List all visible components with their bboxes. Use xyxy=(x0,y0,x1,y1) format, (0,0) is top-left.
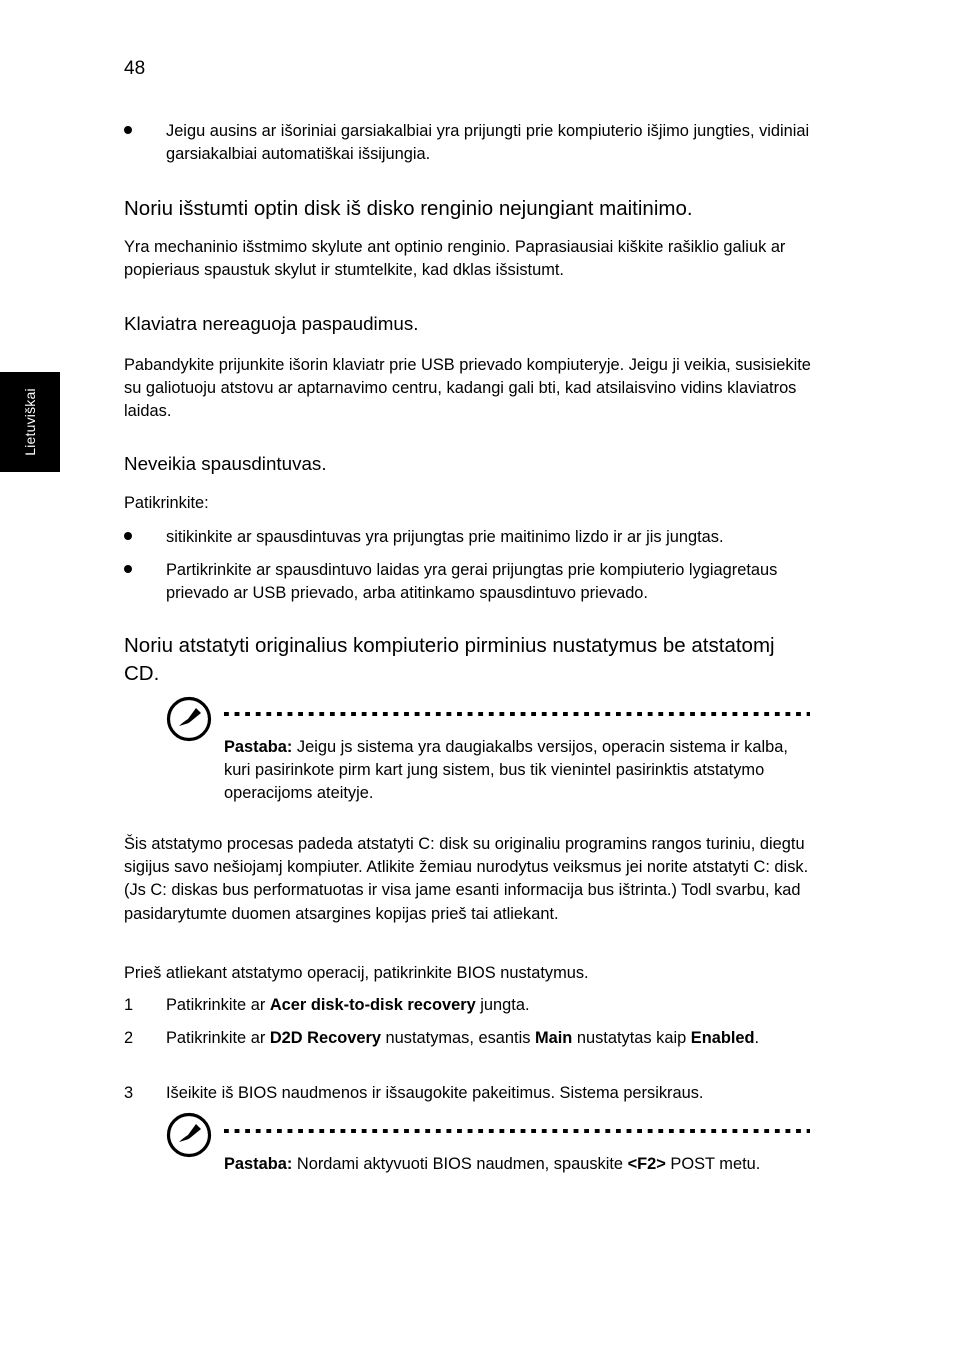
note-label: Pastaba: xyxy=(224,738,293,756)
note-body: Jeigu js sistema yra daugiakalbs versijos, operacin sistema ir kalba, kuri pasirinkote pirm kart jung sistem, bus tik vienintel pasirinktis atstatymo operacijoms ateityje. xyxy=(224,738,788,803)
note-pen-icon xyxy=(166,1112,212,1158)
language-side-tab xyxy=(0,372,60,472)
paragraph-eject-disc: Yra mechaninio išstmimo skylute ant optinio renginio. Paprasiausiai kiškite rašiklio galiuk ar popieriaus spaustuk skylut ir stumtelkite, kad dklas išsistumt. xyxy=(124,238,786,280)
printer-bullet-1: sitikinkite ar spausdintuvas yra prijungtas prie maitinimo lizdo ir ar jis jungtas. xyxy=(166,528,724,546)
paragraph-bios-check: Prieš atliekant atstatymo operacij, patikrinkite BIOS nustatymus. xyxy=(124,964,589,982)
bullet-icon xyxy=(124,532,132,540)
step-3-text: Išeikite iš BIOS naudmenos ir išsaugokite pakeitimus. Sistema persikraus. xyxy=(166,1084,704,1102)
note-text-multilingual xyxy=(224,736,799,806)
heading-eject-disc: Noriu išstumti optin disk iš disko renginio nejungiant maitinimo. xyxy=(124,197,693,220)
step-number: 3 xyxy=(124,1084,134,1102)
printer-check-intro: Patikrinkite: xyxy=(124,494,209,512)
note-divider xyxy=(224,1129,810,1133)
paragraph-restore-process: Šis atstatymo procesas padeda atstatyti C: disk su originaliu programins rangos turiniu, diegtu sigijus savo nešiojamj kompiuter. Atlikite žemiau nurodytus veiksmus jei norite atstatyti C: disk. (Js C: diskas bus performatuotas ir visa jame esanti informacija bus ištrinta.) Todl svarbu, kad pasidarytumte duomen atsargines kopijas prieš tai atliekant. xyxy=(124,835,809,923)
heading-restore-defaults: Noriu atstatyti originalius kompiuterio pirminius nustatymus be atstatomj CD. xyxy=(124,634,775,685)
step-1-text: Patikrinkite ar Acer disk-to-disk recovery jungta. xyxy=(166,996,530,1014)
language-side-tab-label: Lietuviškai xyxy=(22,388,38,456)
heading-keyboard: Klaviatra nereaguoja paspaudimus. xyxy=(124,313,419,334)
printer-bullet-2: Partikrinkite ar spausdintuvo laidas yra gerai prijungtas prie kompiuterio lygiagretaus prievado ar USB prievado, arba atitinkamo spausdintuvo prievado. xyxy=(166,561,778,603)
page-number: 48 xyxy=(124,58,146,79)
paragraph-keyboard: Pabandykite prijunkite išorin klaviatr prie USB prievado kompiuteryje. Jeigu ji veikia, susisiekite su galiotuoju atstovu ar aptarnavimo centru, kadangi gali bti, kad atsilaisvino vidins klaviatros laidas. xyxy=(124,356,811,421)
note-divider xyxy=(224,712,810,716)
bullet-text-speakers: Jeigu ausins ar išoriniai garsiakalbiai yra prijungti prie kompiuterio išjimo jungties, vidiniai garsiakalbiai automatiškai išsijungia. xyxy=(166,122,810,164)
heading-printer: Neveikia spausdintuvas. xyxy=(124,453,327,474)
step-number: 2 xyxy=(124,1029,134,1047)
note-text-bios: Pastaba: Nordami aktyvuoti BIOS naudmen, spauskite <F2> POST metu. xyxy=(224,1155,761,1173)
note-pen-icon xyxy=(166,696,212,742)
bullet-icon xyxy=(124,126,132,134)
bullet-icon xyxy=(124,565,132,573)
step-number: 1 xyxy=(124,996,134,1014)
step-2-text: Patikrinkite ar D2D Recovery nustatymas, esantis Main nustatytas kaip Enabled. xyxy=(166,1029,760,1047)
